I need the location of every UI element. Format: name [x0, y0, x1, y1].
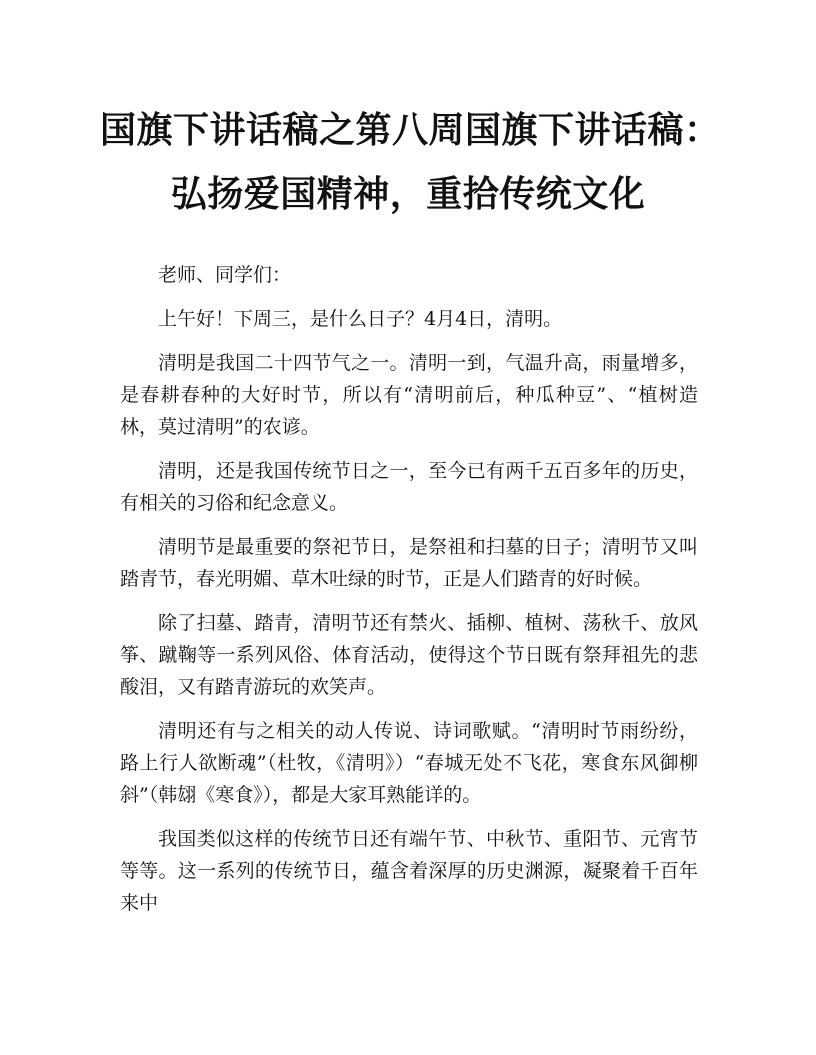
title-line-1: 国旗下讲话稿之第八周国旗下讲话稿： — [100, 109, 721, 151]
paragraph-poems: 清明还有与之相关的动人传说、诗词歌赋。“清明时节雨纷纷，路上行人欲断魂”（杜牧，《清明》）“春城无处不飞花，寒食东风御柳斜”（韩翃《寒食》），都是大家耳熟能详的。 — [120, 720, 698, 806]
title-line-2: 弘扬爱国精神，重拾传统文化 — [170, 173, 646, 215]
paragraph-solar-term: 清明是我国二十四节气之一。清明一到，气温升高，雨量增多，是春耕春种的大好时节，所以有“清明前后，种瓜种豆”、“植树造林，莫过清明”的农谚。 — [120, 352, 698, 438]
paragraph-intro: 上午好！下周三，是什么日子？4月4日，清明。 — [158, 308, 563, 330]
paragraph-traditional-festival: 清明，还是我国传统节日之一，至今已有两千五百多年的历史，有相关的习俗和纪念意义。 — [120, 460, 698, 514]
paragraph-other-festivals: 我国类似这样的传统节日还有端午节、中秋节、重阳节、元宵节等等。这一系列的传统节日，蕴含着深厚的历史渊源，凝聚着千百年来中 — [120, 828, 698, 914]
paragraph-greeting: 老师、同学们： — [158, 264, 292, 286]
document-body — [120, 259, 698, 931]
paragraph-sacrifice: 清明节是最重要的祭祀节日，是祭祖和扫墓的日子；清明节又叫踏青节，春光明媚、草木吐绿的时节，正是人们踏青的好时候。 — [120, 536, 698, 590]
paragraph-customs: 除了扫墓、踏青，清明节还有禁火、插柳、植树、荡秋千、放风筝、蹴鞠等一系列风俗、体育活动，使得这个节日既有祭拜祖先的悲酸泪，又有踏青游玩的欢笑声。 — [120, 612, 698, 698]
